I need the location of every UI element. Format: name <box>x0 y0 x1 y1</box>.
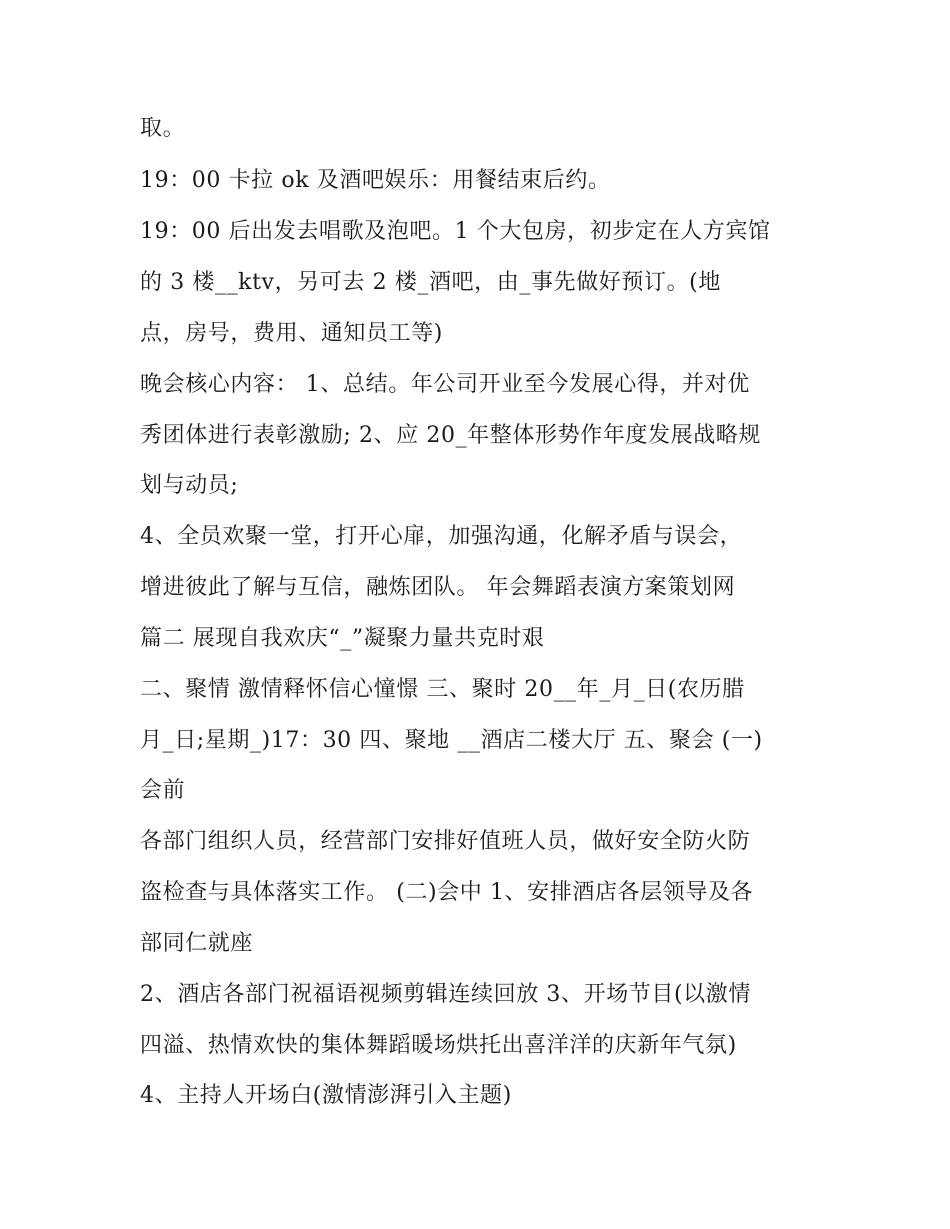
text-line: 的 3 楼__ktv，另可去 2 楼_酒吧，由_事先做好预订。(地 <box>140 270 721 295</box>
text-line: 19：00 卡拉 ok 及酒吧娱乐：用餐结束后约。 <box>140 168 611 193</box>
text-line: 19：00 后出发去唱歌及泡吧。1 个大包房，初步定在人方宾馆 <box>140 219 771 244</box>
text-line: 2、酒店各部门祝福语视频剪辑连续回放 3、开场节目(以激情 <box>140 982 751 1007</box>
text-line: 4、主持人开场白(激情澎湃引入主题) <box>140 1083 512 1108</box>
text-line: 划与动员; <box>140 473 239 498</box>
text-line: 增进彼此了解与互信，融炼团队。 年会舞蹈表演方案策划网 <box>140 575 736 600</box>
text-line: 部同仁就座 <box>140 931 254 956</box>
text-line: 二、聚情 激情释怀信心憧憬 三、聚时 20__年_月_日(农历腊 <box>140 677 745 702</box>
text-line: 月_日;星期_)17：30 四、聚地 __酒店二楼大厅 五、聚会 (一) <box>140 728 763 753</box>
text-line: 取。 <box>140 116 186 141</box>
text-line: 点，房号，费用、通知员工等) <box>140 321 443 346</box>
text-line: 会前 <box>140 778 186 803</box>
text-line: 四溢、热情欢快的集体舞蹈暖场烘托出喜洋洋的庆新年气氛) <box>140 1033 737 1058</box>
text-line: 秀团体进行表彰激励; 2、应 20_年整体形势作年度发展战略规 <box>140 423 761 448</box>
text-line: 各部门组织人员，经营部门安排好值班人员，做好安全防火防 <box>140 829 751 854</box>
text-line: 篇二 展现自我欢庆“_”凝聚力量共克时艰 <box>140 626 545 651</box>
text-line: 4、全员欢聚一堂，打开心扉，加强沟通，化解矛盾与误会， <box>140 524 743 549</box>
text-line: 晚会核心内容： 1、总结。年公司开业至今发展心得，并对优 <box>140 372 750 397</box>
text-line: 盗检查与具体落实工作。 (二)会中 1、安排酒店各层领导及各 <box>140 880 754 905</box>
